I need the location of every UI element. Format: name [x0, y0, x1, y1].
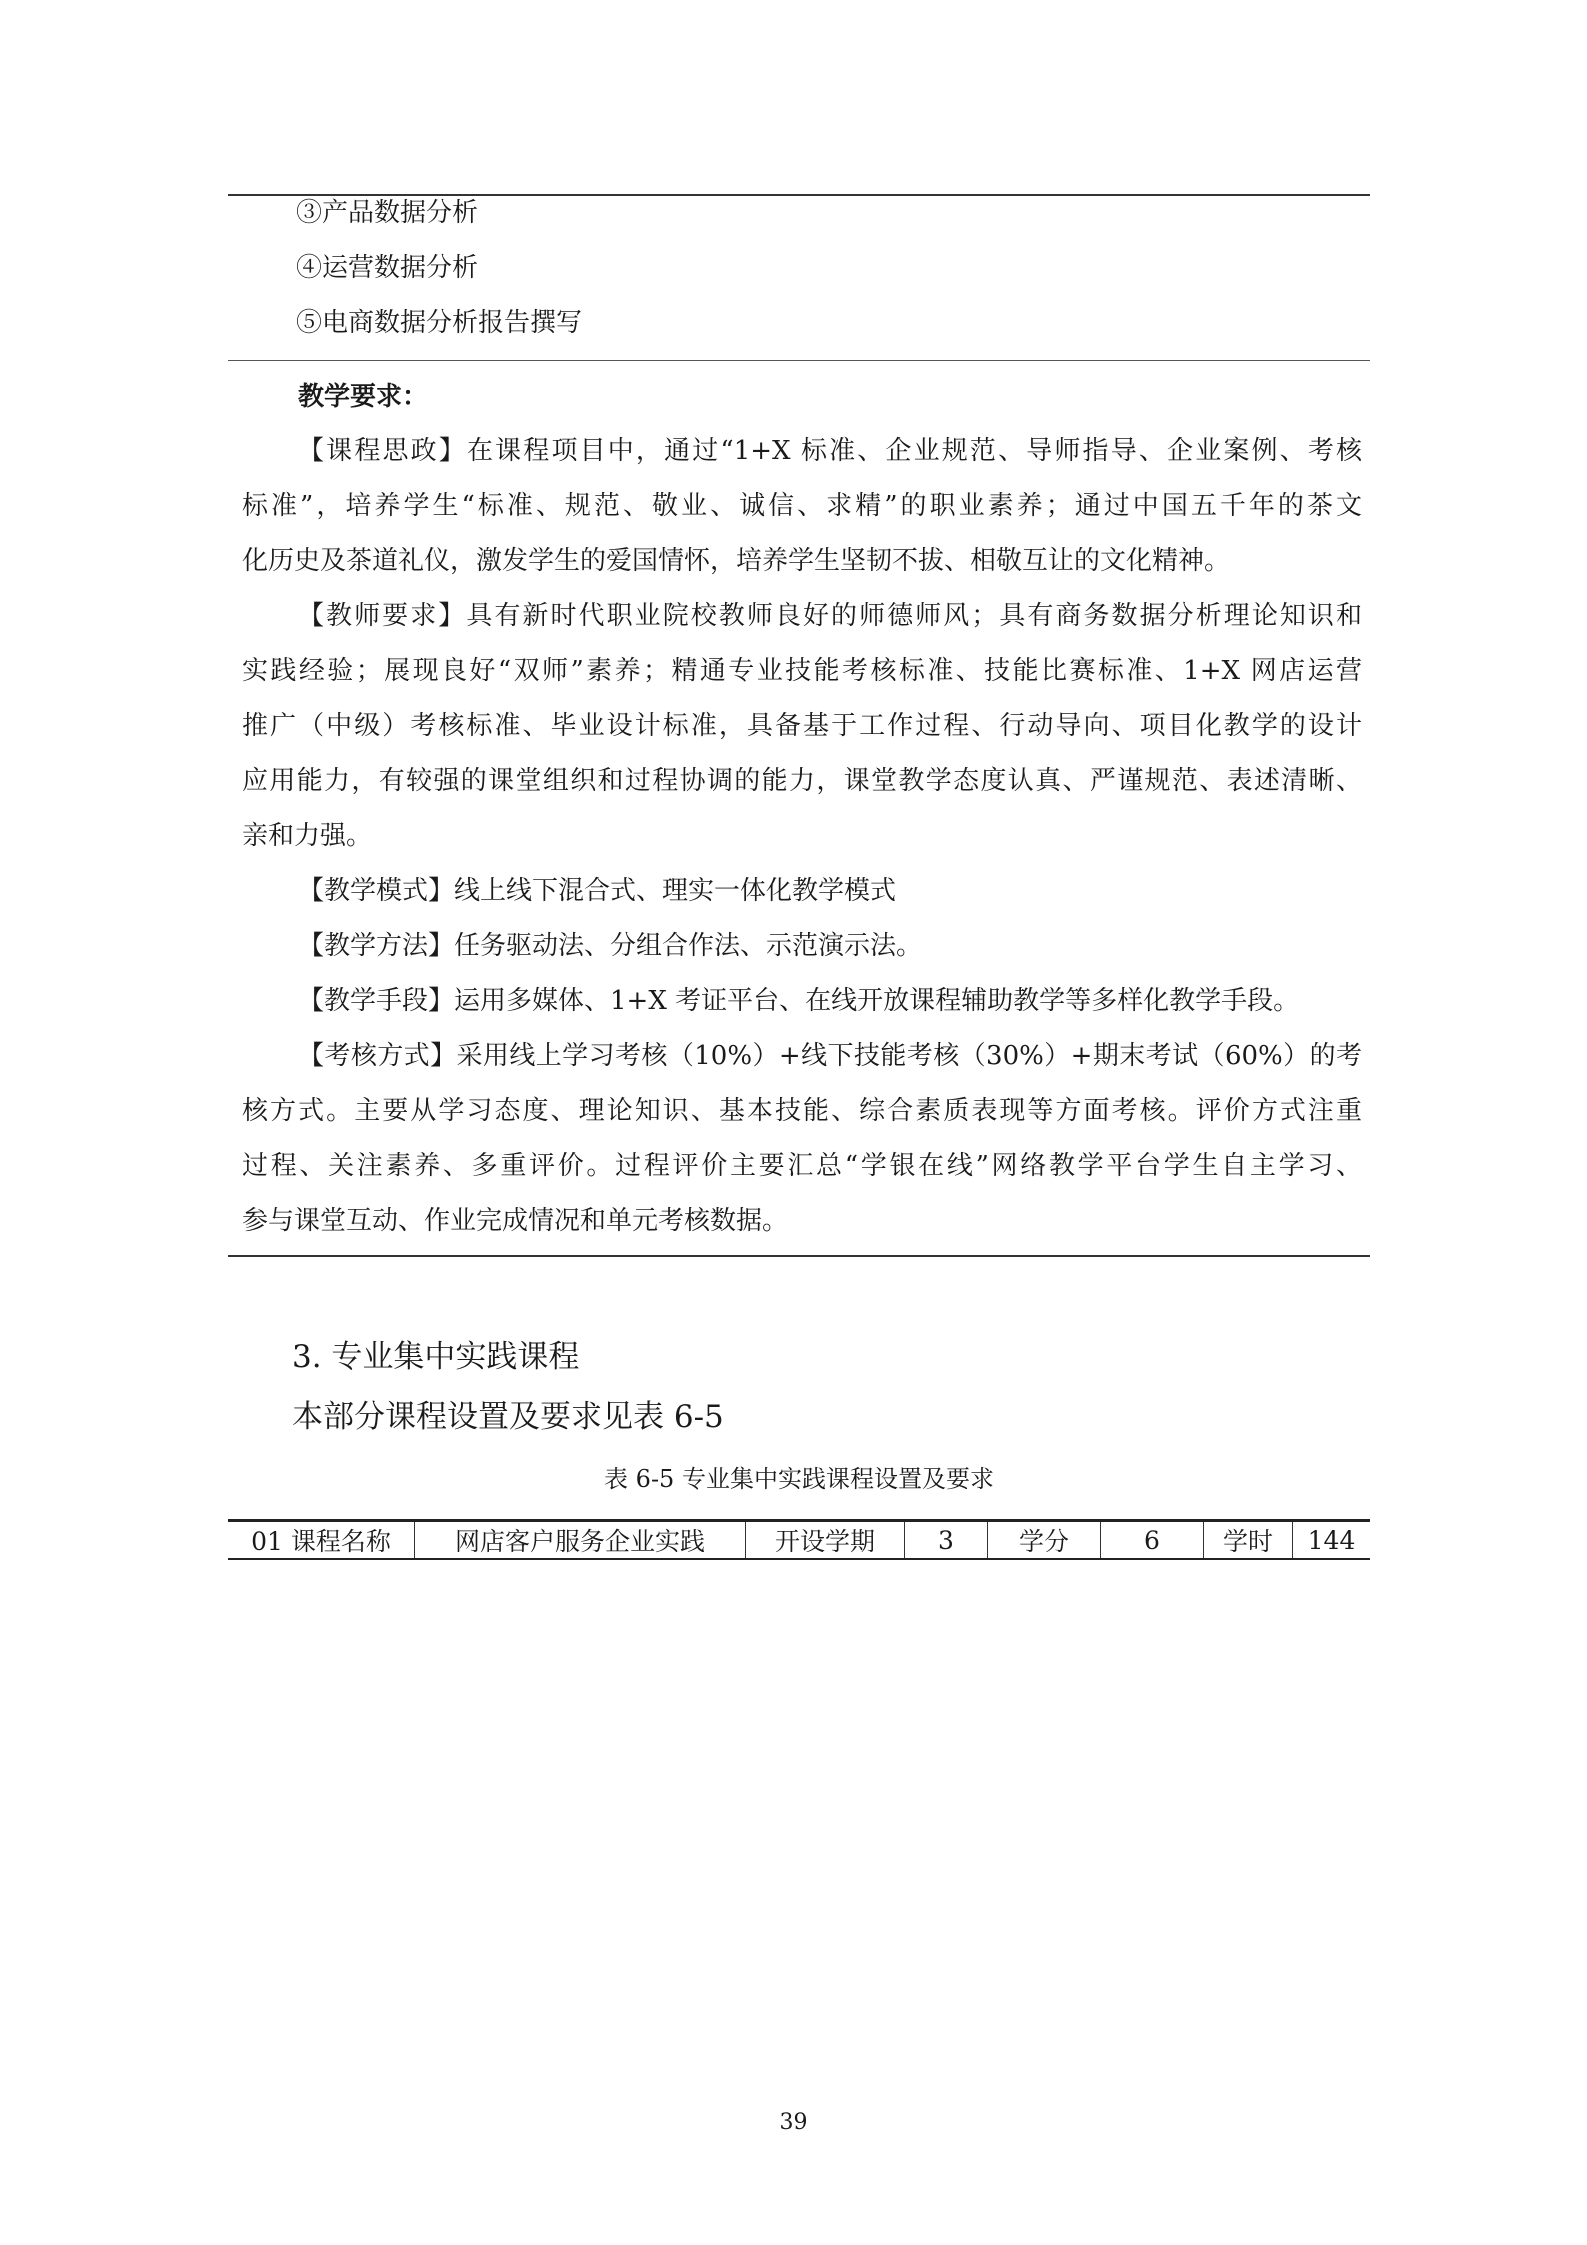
paragraph-line: 化历史及茶道礼仪，激发学生的爱国情怀，培养学生坚韧不拔、相敬互让的文化精神。: [242, 546, 1231, 576]
paragraph-line: 参与课堂互动、作业完成情况和单元考核数据。: [242, 1206, 789, 1236]
bottom-rule: [228, 1255, 1370, 1257]
table-cell: 01 课程名称: [228, 1521, 415, 1560]
paragraph-line: 【教学手段】运用多媒体、1+X 考证平台、在线开放课程辅助教学等多样化教学手段。: [298, 986, 1300, 1016]
paragraph-line: 亲和力强。: [242, 821, 373, 851]
paragraph-line: 过程、关注素养、多重评价。过程评价主要汇总“学银在线”网络教学平台学生自主学习、: [242, 1151, 1362, 1181]
paragraph-line: 【教学方法】任务驱动法、分组合作法、示范演示法。: [298, 931, 923, 961]
table-cell: 开设学期: [746, 1521, 905, 1560]
table-cell: 6: [1101, 1521, 1204, 1560]
paragraph-line: 应用能力，有较强的课堂组织和过程协调的能力，课堂教学态度认真、严谨规范、表述清晰、: [242, 766, 1362, 796]
table-cell: 网店客户服务企业实践: [415, 1521, 746, 1560]
requirements-heading: 教学要求：: [298, 382, 429, 412]
paragraph-line: 【课程思政】在课程项目中，通过“1+X 标准、企业规范、导师指导、企业案例、考核: [298, 436, 1362, 466]
paragraph-line: 【教学模式】线上线下混合式、理实一体化教学模式: [298, 876, 897, 906]
table-cell: 学分: [988, 1521, 1101, 1560]
paragraph-line: 实践经验；展现良好“双师”素养；精通专业技能考核标准、技能比赛标准、1+X 网店运营: [242, 656, 1362, 686]
table-cell: 3: [905, 1521, 988, 1560]
table-cell: 学时: [1204, 1521, 1293, 1560]
course-table: [228, 1519, 1370, 1560]
paragraph-line: 【考核方式】采用线上学习考核（10%）+线下技能考核（30%）+期末考试（60%）的考: [298, 1041, 1362, 1071]
content-item-3: ③产品数据分析: [296, 198, 479, 228]
table-cell: 144: [1293, 1521, 1371, 1560]
paragraph-line: 核方式。主要从学习态度、理论知识、基本技能、综合素质表现等方面考核。评价方式注重: [242, 1096, 1362, 1126]
section-intro: 本部分课程设置及要求见表 6-5: [292, 1399, 724, 1435]
content-item-4: ④运营数据分析: [296, 253, 479, 283]
content-item-5: ⑤电商数据分析报告撰写: [296, 308, 583, 338]
table-row: [228, 1521, 1370, 1560]
paragraph-line: 推广（中级）考核标准、毕业设计标准，具备基于工作过程、行动导向、项目化教学的设计: [242, 711, 1362, 741]
section-divider: [228, 360, 1370, 361]
table-caption: 表 6-5 专业集中实践课程设置及要求: [604, 1465, 994, 1493]
paragraph-line: 【教师要求】具有新时代职业院校教师良好的师德师风；具有商务数据分析理论知识和: [298, 601, 1362, 631]
paragraph-line: 标准”，培养学生“标准、规范、敬业、诚信、求精”的职业素养；通过中国五千年的茶文: [242, 491, 1362, 521]
page-number: 39: [779, 2110, 808, 2135]
section-heading: 3. 专业集中实践课程: [292, 1339, 580, 1375]
